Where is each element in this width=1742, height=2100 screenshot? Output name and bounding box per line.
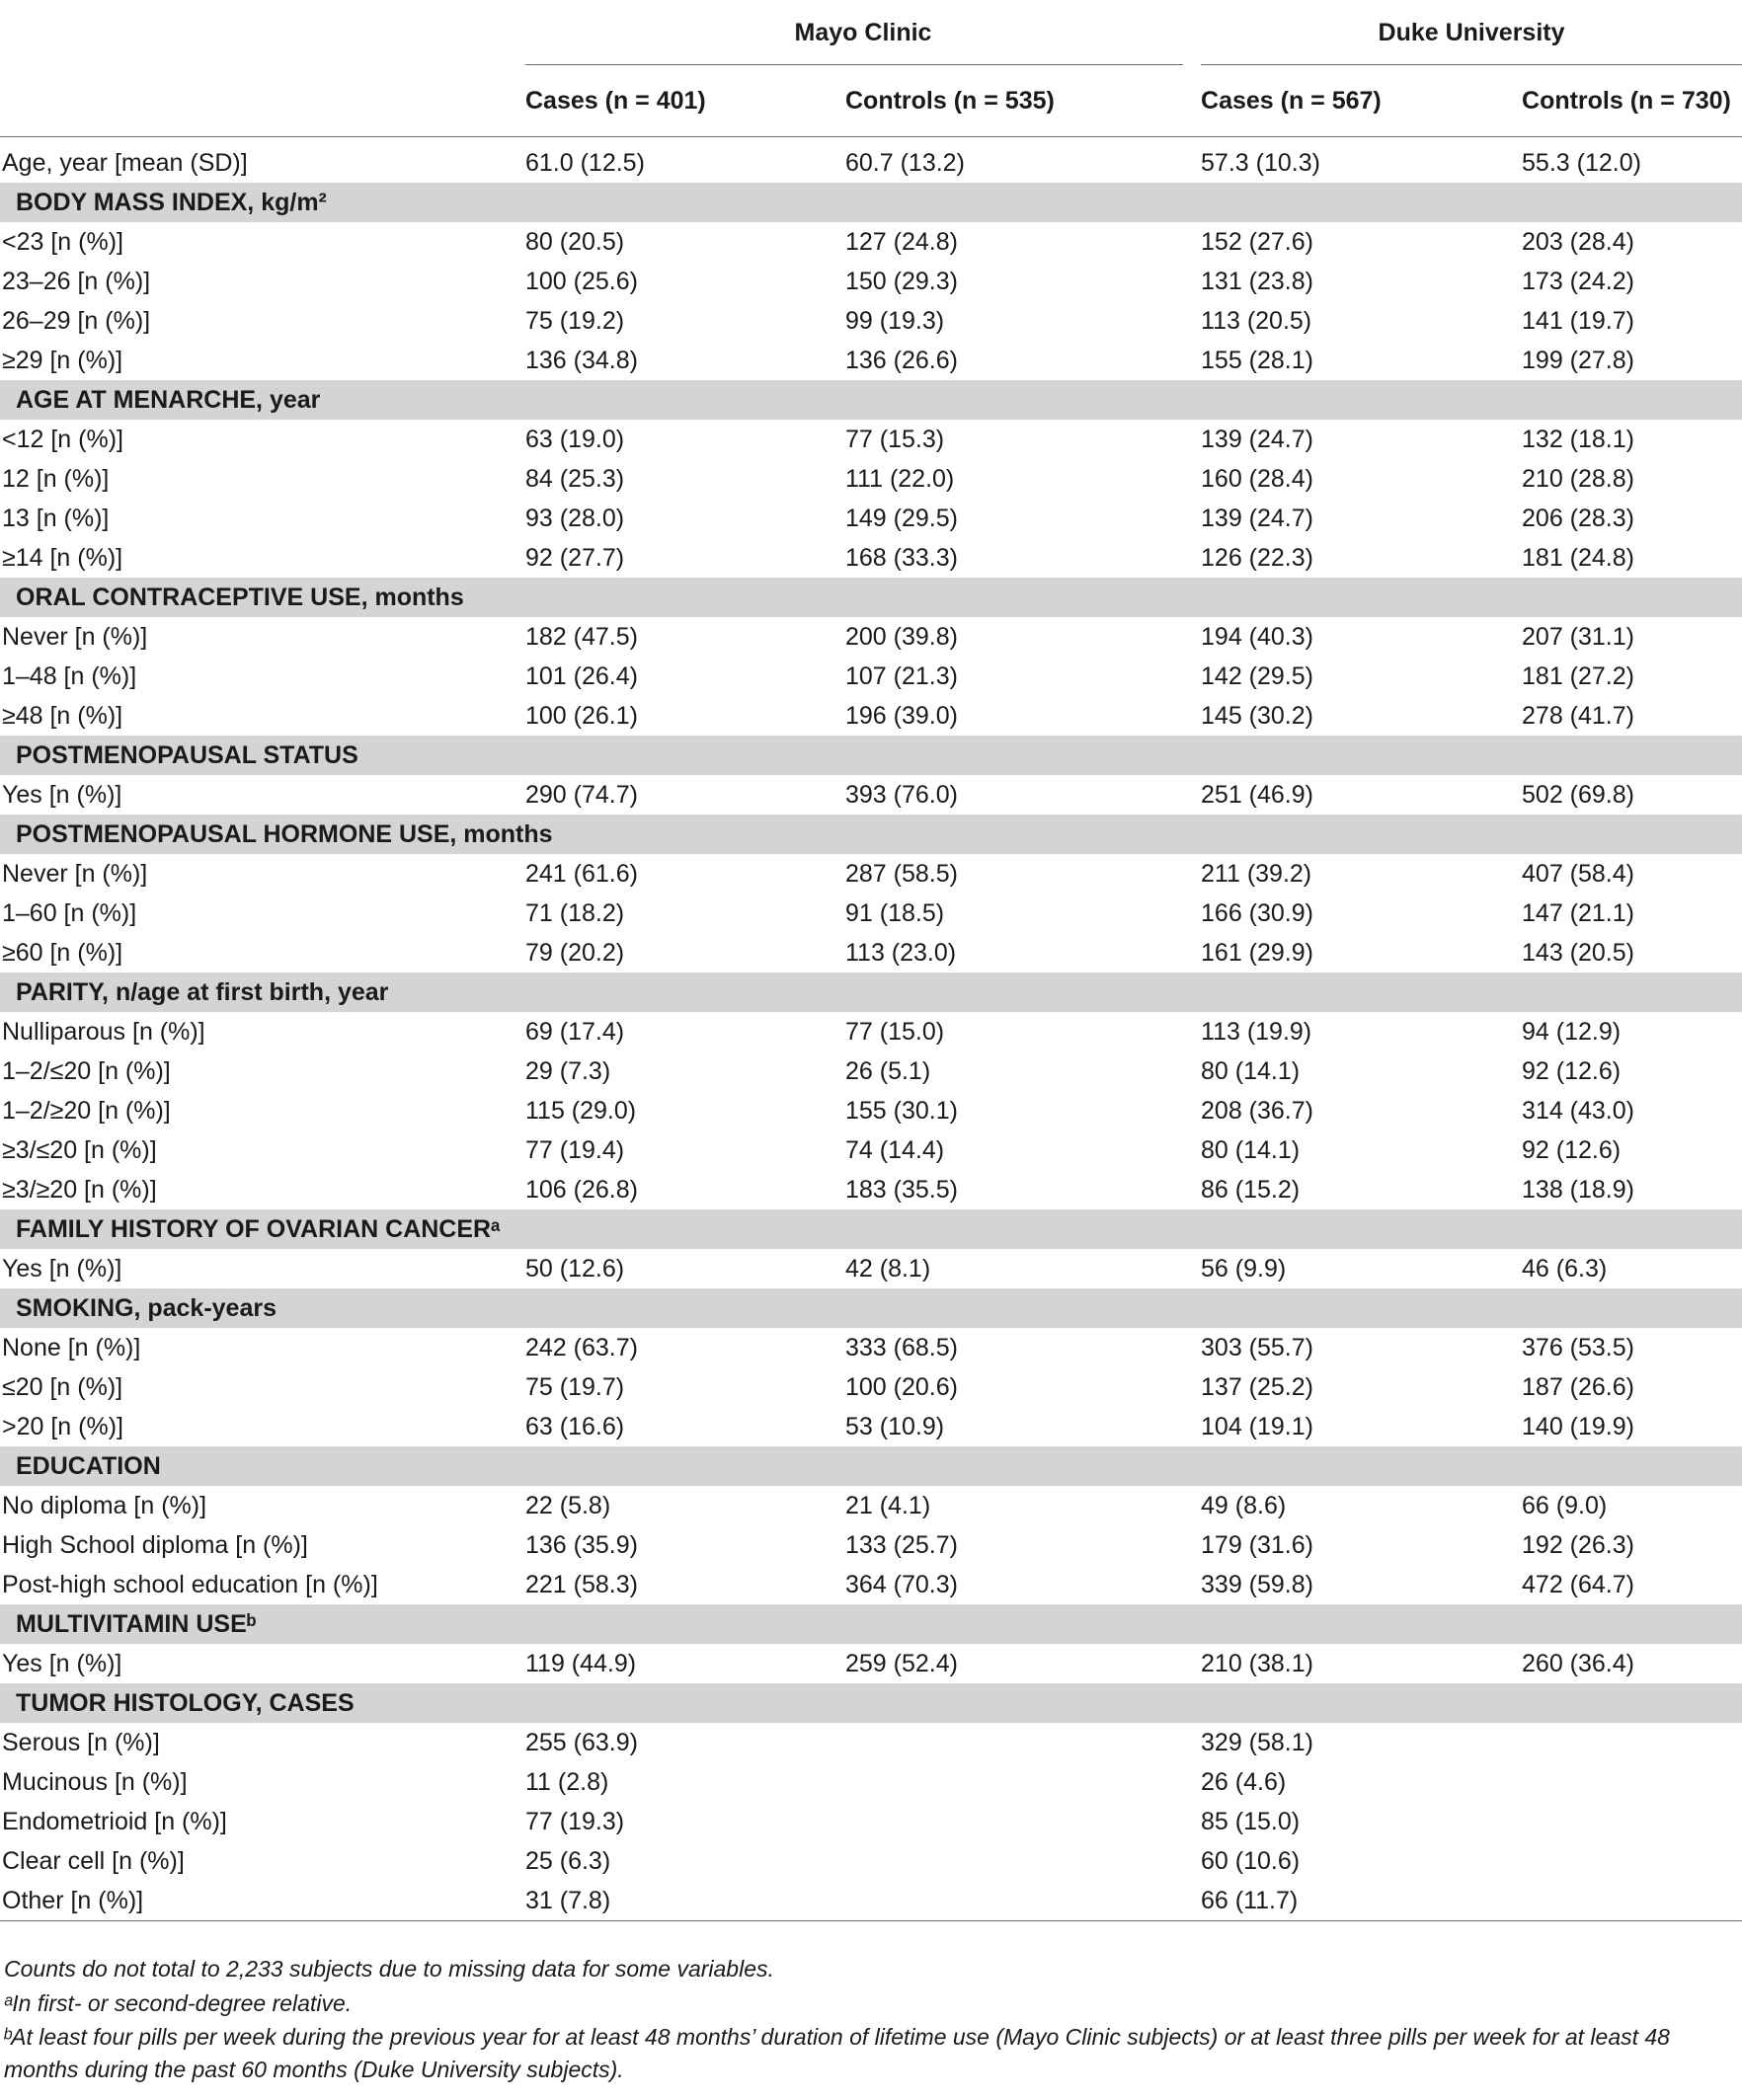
value-cell: 287 (58.5) xyxy=(845,859,958,888)
table-row xyxy=(0,1762,1742,1802)
value-cell: 364 (70.3) xyxy=(845,1570,958,1598)
value-cell: 74 (14.4) xyxy=(845,1135,945,1164)
value-cell: 56 (9.9) xyxy=(1201,1254,1287,1283)
section-header-row xyxy=(0,736,1742,775)
value-cell: 136 (34.8) xyxy=(525,346,638,374)
value-cell: 92 (27.7) xyxy=(525,543,625,572)
section-header-row xyxy=(0,1288,1742,1328)
table-row xyxy=(0,775,1742,815)
value-cell: 137 (25.2) xyxy=(1201,1372,1313,1401)
value-cell: 31 (7.8) xyxy=(525,1881,845,1921)
value-cell: 290 (74.7) xyxy=(525,780,638,809)
value-cell: 255 (63.9) xyxy=(525,1728,638,1756)
row-label-cell: Other [n (%)] xyxy=(0,1881,525,1921)
value-cell: 139 (24.7) xyxy=(1201,425,1313,453)
value-cell: 80 (14.1) xyxy=(1201,1135,1301,1164)
value-cell xyxy=(1522,1762,1742,1802)
column-header-4: Controls (n = 730) xyxy=(1522,65,1742,137)
value-cell: 61.0 (12.5) xyxy=(525,148,645,177)
value-cell: 55.3 (12.0) xyxy=(1522,148,1641,177)
row-label-cell: ≥48 [n (%)] xyxy=(2,701,123,730)
table-row xyxy=(0,1328,1742,1367)
row-label-cell: Endometrioid [n (%)] xyxy=(2,1807,227,1835)
table-row xyxy=(0,696,1742,736)
value-cell: 77 (15.3) xyxy=(845,425,945,453)
table-row xyxy=(0,933,1742,972)
column-header-0 xyxy=(0,65,525,137)
section-label: PARITY, n/age at first birth, year xyxy=(0,972,1742,1012)
value-cell: 75 (19.7) xyxy=(525,1372,625,1401)
row-label-cell: ≥3/≤20 [n (%)] xyxy=(2,1135,157,1164)
row-label-cell: 1–2/≤20 [n (%)] xyxy=(2,1056,171,1085)
section-header-row xyxy=(0,815,1742,854)
value-cell: 107 (21.3) xyxy=(845,661,958,690)
value-cell: 133 (25.7) xyxy=(845,1530,958,1559)
value-cell: 77 (15.0) xyxy=(845,1017,945,1046)
group-header-mayo-label: Mayo Clinic xyxy=(794,18,932,46)
section-header-row xyxy=(0,972,1742,1012)
value-cell: 187 (26.6) xyxy=(1522,1372,1634,1401)
value-cell: 150 (29.3) xyxy=(845,267,958,295)
value-cell: 210 (28.8) xyxy=(1522,464,1634,493)
value-cell: 152 (27.6) xyxy=(1201,227,1313,256)
value-cell: 57.3 (10.3) xyxy=(1201,148,1320,177)
group-header-duke xyxy=(1201,0,1742,65)
value-cell: 168 (33.3) xyxy=(845,543,958,572)
value-cell: 80 (14.1) xyxy=(1201,1056,1301,1085)
value-cell: 314 (43.0) xyxy=(1522,1096,1634,1125)
value-cell xyxy=(1522,1723,1742,1762)
section-label: TUMOR HISTOLOGY, CASES xyxy=(0,1683,1742,1723)
value-cell: 60.7 (13.2) xyxy=(845,148,965,177)
value-cell: 200 (39.8) xyxy=(845,622,958,651)
table-row xyxy=(0,1841,1742,1881)
value-cell: 260 (36.4) xyxy=(1522,1649,1634,1677)
group-header-blank xyxy=(0,0,525,65)
table-row xyxy=(0,1249,1742,1288)
value-cell: 46 (6.3) xyxy=(1522,1254,1608,1283)
table-row xyxy=(0,617,1742,657)
row-label-cell: 1–2/≥20 [n (%)] xyxy=(2,1096,171,1125)
value-cell: 106 (26.8) xyxy=(525,1175,638,1204)
table-row xyxy=(0,1051,1742,1091)
section-label: AGE AT MENARCHE, year xyxy=(0,380,1742,420)
row-label-cell: Never [n (%)] xyxy=(2,859,148,888)
table-row xyxy=(0,1367,1742,1407)
table-row xyxy=(0,1012,1742,1051)
value-cell: 166 (30.9) xyxy=(1201,898,1313,927)
value-cell: 142 (29.5) xyxy=(1201,661,1313,690)
section-label: BODY MASS INDEX, kg/m² xyxy=(0,183,1742,222)
value-cell: 199 (27.8) xyxy=(1522,346,1634,374)
group-rule-duke xyxy=(1201,64,1742,65)
table-row xyxy=(0,1644,1742,1683)
value-cell: 181 (27.2) xyxy=(1522,661,1634,690)
value-cell: 104 (19.1) xyxy=(1201,1412,1313,1440)
table-row xyxy=(0,854,1742,894)
footnote-a: ᵃIn first- or second-degree relative. xyxy=(4,1990,353,2016)
value-cell: 339 (59.8) xyxy=(1201,1570,1313,1598)
value-cell: 119 (44.9) xyxy=(525,1649,637,1677)
value-cell: 147 (21.1) xyxy=(1522,898,1634,927)
row-label-cell: Clear cell [n (%)] xyxy=(2,1846,185,1875)
footnote-0: Counts do not total to 2,233 subjects due to missing data for some variables. xyxy=(4,1956,774,1982)
section-header-row xyxy=(0,380,1742,420)
value-cell: 210 (38.1) xyxy=(1201,1649,1313,1677)
value-cell: 183 (35.5) xyxy=(845,1175,958,1204)
row-label-cell: 1–60 [n (%)] xyxy=(2,898,137,927)
value-cell: 49 (8.6) xyxy=(1201,1491,1287,1519)
group-header-row xyxy=(0,0,1742,65)
value-cell: 94 (12.9) xyxy=(1522,1017,1622,1046)
row-label-cell: Yes [n (%)] xyxy=(2,1649,122,1677)
section-header-row xyxy=(0,578,1742,617)
value-cell: 66 (11.7) xyxy=(1201,1881,1522,1921)
value-cell: 50 (12.6) xyxy=(525,1254,625,1283)
value-cell: 329 (58.1) xyxy=(1201,1728,1313,1756)
row-label-cell: <23 [n (%)] xyxy=(2,227,123,256)
value-cell: 11 (2.8) xyxy=(525,1767,609,1796)
row-label-cell: Yes [n (%)] xyxy=(2,1254,122,1283)
value-cell: 100 (25.6) xyxy=(525,267,638,295)
value-cell: 303 (55.7) xyxy=(1201,1333,1313,1361)
value-cell xyxy=(845,1841,1201,1881)
value-cell: 278 (41.7) xyxy=(1522,701,1634,730)
section-label: SMOKING, pack-years xyxy=(0,1288,1742,1328)
value-cell: 101 (26.4) xyxy=(525,661,638,690)
table-row xyxy=(0,894,1742,933)
value-cell: 181 (24.8) xyxy=(1522,543,1634,572)
table-row xyxy=(0,1723,1742,1762)
value-cell: 92 (12.6) xyxy=(1522,1135,1622,1164)
table-row xyxy=(0,1802,1742,1841)
row-label-cell: 26–29 [n (%)] xyxy=(2,306,151,335)
row-label-cell: 23–26 [n (%)] xyxy=(2,267,151,295)
row-label-cell: ≤20 [n (%)] xyxy=(2,1372,123,1401)
value-cell: 179 (31.6) xyxy=(1201,1530,1313,1559)
group-header-mayo xyxy=(525,0,1201,65)
row-label-cell: 12 [n (%)] xyxy=(2,464,110,493)
value-cell: 85 (15.0) xyxy=(1201,1807,1301,1835)
table-row xyxy=(0,459,1742,499)
row-label-cell: Yes [n (%)] xyxy=(2,780,122,809)
value-cell: 221 (58.3) xyxy=(525,1570,638,1598)
table-row xyxy=(0,1091,1742,1130)
value-cell xyxy=(1522,1881,1742,1921)
table-row xyxy=(0,1170,1742,1209)
row-label-cell: High School diploma [n (%)] xyxy=(2,1530,308,1559)
value-cell: 138 (18.9) xyxy=(1522,1175,1634,1204)
value-cell: 26 (4.6) xyxy=(1201,1767,1287,1796)
value-cell: 113 (19.9) xyxy=(1201,1017,1312,1046)
row-label-cell: Post-high school education [n (%)] xyxy=(2,1570,378,1598)
section-label: ORAL CONTRACEPTIVE USE, months xyxy=(0,578,1742,617)
section-header-row xyxy=(0,1683,1742,1723)
value-cell: 42 (8.1) xyxy=(845,1254,931,1283)
table-row xyxy=(0,262,1742,301)
value-cell: 79 (20.2) xyxy=(525,938,625,967)
value-cell: 132 (18.1) xyxy=(1522,425,1634,453)
value-cell: 113 (23.0) xyxy=(845,938,957,967)
value-cell: 136 (26.6) xyxy=(845,346,958,374)
row-label-cell: Serous [n (%)] xyxy=(2,1728,160,1756)
value-cell: 173 (24.2) xyxy=(1522,267,1634,295)
row-label-cell: Age, year [mean (SD)] xyxy=(2,148,248,177)
table-row xyxy=(0,341,1742,380)
row-label-cell: ≥14 [n (%)] xyxy=(2,543,123,572)
table-row xyxy=(0,1130,1742,1170)
value-cell: 115 (29.0) xyxy=(525,1096,637,1125)
value-cell: 91 (18.5) xyxy=(845,898,945,927)
section-header-row xyxy=(0,1604,1742,1644)
value-cell: 207 (31.1) xyxy=(1522,622,1634,651)
value-cell: 75 (19.2) xyxy=(525,306,625,335)
value-cell: 53 (10.9) xyxy=(845,1412,945,1440)
value-cell: 93 (28.0) xyxy=(525,504,625,532)
section-header-row xyxy=(0,1209,1742,1249)
value-cell: 22 (5.8) xyxy=(525,1491,611,1519)
footnote-b: ᵇAt least four pills per week during the previous year for at least 48 months’ duration of lifetime use (Mayo Clinic subjects) or at least three pills per week for at least 48 months during the past 60 months (Duke University subjects). xyxy=(4,2024,1670,2082)
table-row xyxy=(0,1565,1742,1604)
value-cell: 84 (25.3) xyxy=(525,464,625,493)
section-label: FAMILY HISTORY OF OVARIAN CANCERᵃ xyxy=(0,1209,1742,1249)
section-label: POSTMENOPAUSAL STATUS xyxy=(0,736,1742,775)
row-label-cell: None [n (%)] xyxy=(2,1333,141,1361)
value-cell: 143 (20.5) xyxy=(1522,938,1634,967)
value-cell: 66 (9.0) xyxy=(1522,1491,1608,1519)
value-cell: 376 (53.5) xyxy=(1522,1333,1634,1361)
value-cell: 127 (24.8) xyxy=(845,227,958,256)
value-cell: 192 (26.3) xyxy=(1522,1530,1634,1559)
value-cell: 206 (28.3) xyxy=(1522,504,1634,532)
section-label: EDUCATION xyxy=(0,1446,1742,1486)
table-row xyxy=(0,1881,1742,1921)
value-cell: 86 (15.2) xyxy=(1201,1175,1301,1204)
table-body xyxy=(0,137,1742,1921)
column-header-2: Controls (n = 535) xyxy=(845,65,1201,137)
value-cell: 113 (20.5) xyxy=(1201,306,1312,335)
table-row xyxy=(0,222,1742,262)
value-cell: 407 (58.4) xyxy=(1522,859,1634,888)
row-label-cell: Never [n (%)] xyxy=(2,622,148,651)
value-cell: 26 (5.1) xyxy=(845,1056,931,1085)
section-header-row xyxy=(0,183,1742,222)
table-row xyxy=(0,420,1742,459)
value-cell: 136 (35.9) xyxy=(525,1530,638,1559)
group-rule-mayo xyxy=(525,64,1183,65)
value-cell: 333 (68.5) xyxy=(845,1333,958,1361)
table-row xyxy=(0,1407,1742,1446)
value-cell: 29 (7.3) xyxy=(525,1056,611,1085)
value-cell: 92 (12.6) xyxy=(1522,1056,1622,1085)
value-cell: 259 (52.4) xyxy=(845,1649,958,1677)
value-cell: 21 (4.1) xyxy=(845,1491,931,1519)
value-cell: 393 (76.0) xyxy=(845,780,958,809)
value-cell xyxy=(845,1723,1201,1762)
row-label-cell: Nulliparous [n (%)] xyxy=(2,1017,205,1046)
value-cell: 211 (39.2) xyxy=(1201,859,1312,888)
value-cell: 99 (19.3) xyxy=(845,306,945,335)
value-cell: 63 (16.6) xyxy=(525,1412,625,1440)
row-label-cell: >20 [n (%)] xyxy=(2,1412,123,1440)
value-cell: 145 (30.2) xyxy=(1201,701,1313,730)
section-label: MULTIVITAMIN USEᵇ xyxy=(0,1604,1742,1644)
row-label-cell: No diploma [n (%)] xyxy=(2,1491,207,1519)
value-cell: 139 (24.7) xyxy=(1201,504,1313,532)
row-label-cell: <12 [n (%)] xyxy=(2,425,123,453)
row-label-cell: ≥3/≥20 [n (%)] xyxy=(2,1175,157,1204)
value-cell: 100 (26.1) xyxy=(525,701,638,730)
value-cell: 155 (28.1) xyxy=(1201,346,1313,374)
value-cell: 80 (20.5) xyxy=(525,227,625,256)
value-cell: 196 (39.0) xyxy=(845,701,958,730)
value-cell: 111 (22.0) xyxy=(845,464,955,493)
table-row xyxy=(0,301,1742,341)
value-cell xyxy=(845,1762,1201,1802)
section-label: POSTMENOPAUSAL HORMONE USE, months xyxy=(0,815,1742,854)
table-row xyxy=(0,538,1742,578)
table-row xyxy=(0,1525,1742,1565)
table-row xyxy=(0,143,1742,183)
value-cell: 502 (69.8) xyxy=(1522,780,1634,809)
section-header-row xyxy=(0,1446,1742,1486)
table-row xyxy=(0,499,1742,538)
value-cell: 63 (19.0) xyxy=(525,425,625,453)
value-cell: 71 (18.2) xyxy=(525,898,625,927)
value-cell: 77 (19.4) xyxy=(525,1135,625,1164)
value-cell xyxy=(845,1881,1201,1921)
value-cell: 242 (63.7) xyxy=(525,1333,638,1361)
value-cell: 241 (61.6) xyxy=(525,859,638,888)
column-header-3: Cases (n = 567) xyxy=(1201,65,1522,137)
value-cell: 182 (47.5) xyxy=(525,622,638,651)
value-cell: 160 (28.4) xyxy=(1201,464,1313,493)
value-cell: 472 (64.7) xyxy=(1522,1570,1634,1598)
column-header-1: Cases (n = 401) xyxy=(525,65,845,137)
row-label-cell: 13 [n (%)] xyxy=(2,504,110,532)
value-cell: 77 (19.3) xyxy=(525,1807,625,1835)
value-cell: 161 (29.9) xyxy=(1201,938,1313,967)
group-header-duke-label: Duke University xyxy=(1378,18,1565,46)
value-cell: 100 (20.6) xyxy=(845,1372,958,1401)
value-cell: 126 (22.3) xyxy=(1201,543,1313,572)
value-cell: 149 (29.5) xyxy=(845,504,958,532)
value-cell: 25 (6.3) xyxy=(525,1846,611,1875)
value-cell xyxy=(845,1802,1201,1841)
row-label-cell: Mucinous [n (%)] xyxy=(2,1767,188,1796)
table-row xyxy=(0,657,1742,696)
value-cell: 251 (46.9) xyxy=(1201,780,1313,809)
row-label-cell: 1–48 [n (%)] xyxy=(2,661,137,690)
table-row xyxy=(0,1486,1742,1525)
value-cell: 69 (17.4) xyxy=(525,1017,625,1046)
value-cell: 131 (23.8) xyxy=(1201,267,1313,295)
value-cell: 194 (40.3) xyxy=(1201,622,1313,651)
value-cell: 208 (36.7) xyxy=(1201,1096,1313,1125)
value-cell: 141 (19.7) xyxy=(1522,306,1634,335)
row-label-cell: ≥29 [n (%)] xyxy=(2,346,123,374)
column-header-row xyxy=(0,65,1742,137)
value-cell: 140 (19.9) xyxy=(1522,1412,1634,1440)
value-cell: 203 (28.4) xyxy=(1522,227,1634,256)
value-cell xyxy=(1522,1841,1742,1881)
value-cell: 155 (30.1) xyxy=(845,1096,958,1125)
value-cell xyxy=(1522,1802,1742,1841)
value-cell: 60 (10.6) xyxy=(1201,1846,1301,1875)
row-label-cell: ≥60 [n (%)] xyxy=(2,938,123,967)
